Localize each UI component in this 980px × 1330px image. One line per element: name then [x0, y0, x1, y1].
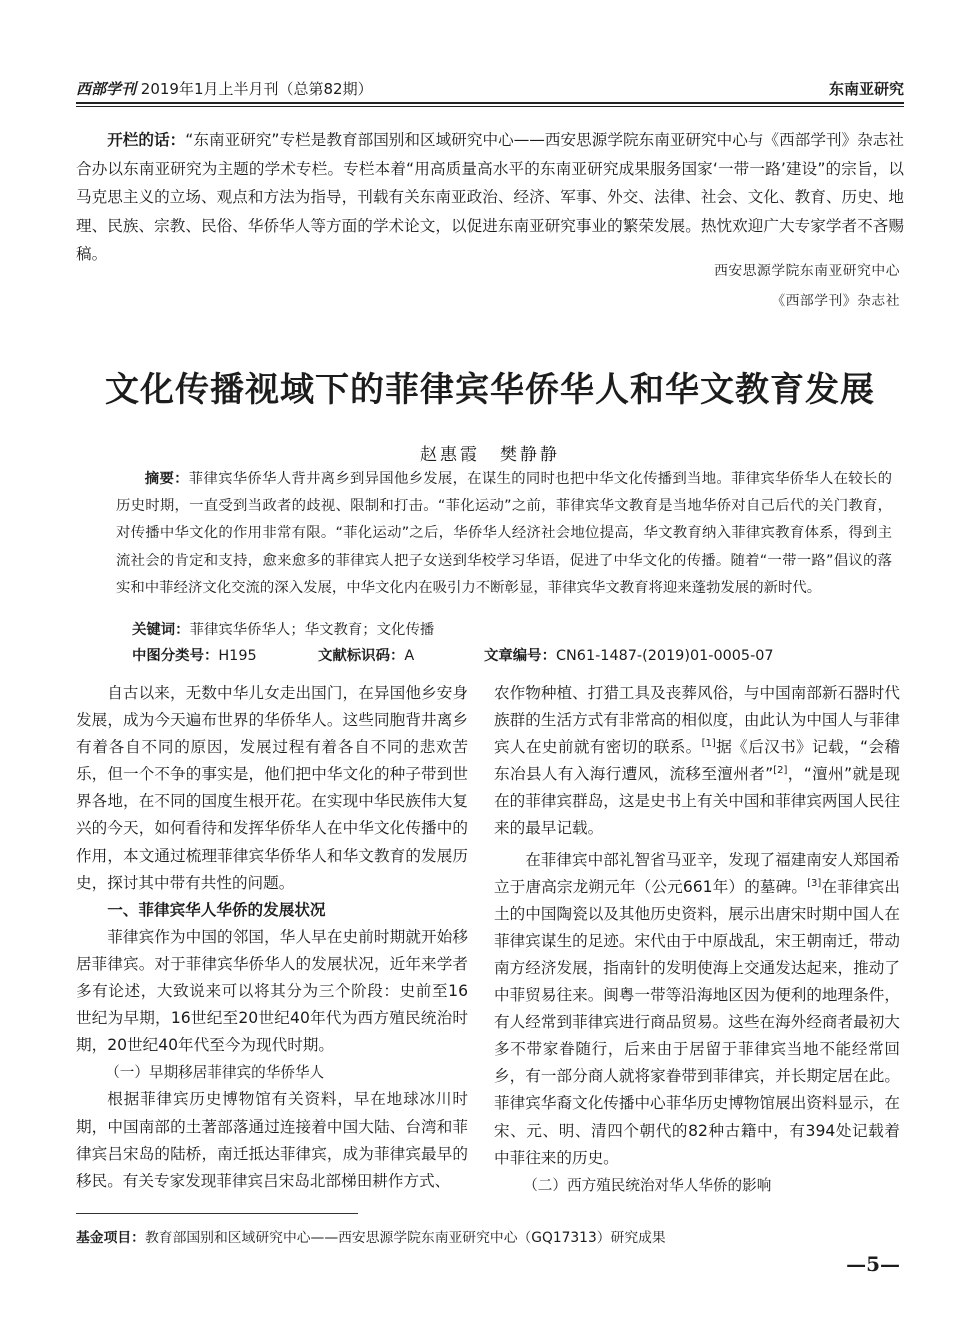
paragraph: 根据菲律宾历史博物馆有关资料，早在地球冰川时期，中国南部的土著部落通过连接着中国大陆、台湾和菲律宾吕宋岛的陆桥，南迁抵达菲律宾，成为菲律宾最早的移民。有关专家发现菲律宾吕宋岛北部梯田耕作方式、: [76, 1090, 468, 1190]
fund-note: [76, 1226, 666, 1246]
doc-code-value: A: [404, 648, 415, 664]
citation-ref: [1]: [701, 738, 716, 749]
abstract-text: 菲律宾华侨华人背井离乡到异国他乡发展，在谋生的同时也把中华文化传播到当地。菲律宾华侨华人在较长的历史时期，一直受到当政者的歧视、限制和打击。“菲化运动”之前，菲律宾华文教育是当地华侨对自己后代的关门教育，对传播中华文化的作用非常有限。“菲化运动”之后，华侨华人经济社会地位提高，华文教育纳入菲律宾教育体系，得到主流社会的肯定和支持，愈来愈多的菲律宾人把子女送到华校学习华语，促进了中华文化的传播。随着“一带一路”倡议的落实和中菲经济文化交流的深入发展，中华文化内在吸引力不断彰显，菲律宾华文教育将迎来蓬勃发展的新时代。: [116, 471, 892, 596]
paragraph: 自古以来，无数中华儿女走出国门，在异国他乡安身发展，成为今天遍布世界的华侨华人。这些同胞背井离乡有着各自不同的原因，发展过程有着各自不同的悲欢苦乐，但一个不争的事实是，他们把中华文化的种子带到世界各地，在不同的国度生根开花。在实现中华民族伟大复兴的今天，如何看待和发挥华侨华人在中华文化传播中的作用，本文通过梳理菲律宾华侨华人和华文教育的发展历史，探讨其中带有共性的问题。: [76, 684, 468, 892]
text-run: 农作物种植、打猎工具及丧葬风俗，与中国南部新石器时代族群的生活方式有非常高的相似度，由此认为中国人与菲律宾人在史前就有密切的联系。: [494, 684, 900, 757]
abstract: [116, 466, 892, 602]
keywords: [132, 618, 434, 639]
document-code: [318, 644, 414, 665]
body-column-right: [494, 680, 900, 1199]
paragraph: 菲律宾作为中国的邻国，华人早在史前时期就开始移居菲律宾。对于菲律宾华侨华人的发展状况，近年来学者多有论述，大致说来可以将其分为三个阶段：史前至16世纪为早期，16世纪至20世纪40年代为西方殖民统治时期，20世纪40年代至今为现代时期。: [76, 927, 468, 1055]
clc-number: [132, 644, 257, 665]
text-run: 据《后汉书》记载，“会稽东冶县人有入海行遭风，流移至澶州者”: [494, 738, 900, 784]
subsection-heading: （一）早期移居菲律宾的华侨华人: [105, 1064, 325, 1082]
column-name: 东南亚研究: [828, 80, 904, 98]
article-number: [484, 644, 774, 665]
text-run: ，“澶州”就是现在的菲律宾群岛，这是史书上有关中国和菲律宾两国人民往来的最早记载。: [494, 765, 900, 838]
article-no-label: 文章编号：: [484, 648, 556, 664]
body-column-left: [76, 680, 468, 1195]
issue-info: 2019年1月上半月刊（总第82期）: [140, 80, 373, 98]
header-rule-bottom: [76, 106, 904, 107]
column-intro: [76, 126, 904, 269]
fund-label: 基金项目：: [76, 1230, 145, 1246]
abstract-label: 摘要：: [144, 471, 189, 487]
article-no-value: CN61-1487-(2019)01-0005-07: [555, 648, 774, 664]
header-rule-top: [76, 102, 904, 104]
intro-label: 开栏的话：: [107, 131, 186, 149]
paragraph: [494, 680, 900, 843]
doc-code-label: 文献标识码：: [318, 648, 405, 664]
intro-text: “东南亚研究”专栏是教育部国别和区域研究中心——西安思源学院东南亚研究中心与《西部学刊》杂志社合办以东南亚研究为主题的学术专栏。专栏本着“用高质量高水平的东南亚研究成果服务国家‘一带一路’建设”的宗旨，以马克思主义的立场、观点和方法为指导，刊载有关东南亚政治、经济、军事、外交、法律、社会、文化、教育、历史、地理、民族、宗教、民俗、华侨华人等方面的学术论文，以促进东南亚研究事业的繁荣发展。热忱欢迎广大专家学者不吝赐稿。: [76, 131, 904, 264]
keywords-label: 关键词：: [132, 622, 190, 638]
article-authors: 赵惠霞 樊静静: [420, 445, 560, 465]
journal-name: 西部学刊: [76, 80, 137, 98]
paragraph: [494, 847, 900, 1172]
article-title: 文化传播视域下的菲律宾华侨华人和华文教育发展: [105, 370, 875, 410]
clc-label: 中图分类号：: [132, 648, 219, 664]
fund-text: 教育部国别和区域研究中心——西安思源学院东南亚研究中心（GQ17313）研究成果: [144, 1230, 666, 1246]
section-heading: 一、菲律宾华人华侨的发展状况: [107, 900, 326, 919]
keywords-text: 菲律宾华侨华人；华文教育；文化传播: [189, 622, 435, 638]
header-left: [76, 78, 373, 99]
clc-value: H195: [218, 648, 257, 664]
text-run: 在菲律宾出土的中国陶瓷以及其他历史资料，展示出唐宋时期中国人在菲律宾谋生的足迹。宋代由于中原战乱，宋王朝南迁，带动南方经济发展，指南针的发明使海上交通发达起来，推动了中菲贸易往来。闽粤一带等沿海地区因为便利的地理条件，有人经常到菲律宾进行商品贸易。这些在海外经商者最初大多不带家眷随行，后来由于居留于菲律宾当地不能经常回乡，有一部分商人就将家眷带到菲律宾，并长期定居在此。菲律宾华裔文化传播中心菲华历史博物馆展出资料显示，在宋、元、明、清四个朝代的82种古籍中，有394处记载着中菲往来的历史。: [494, 877, 900, 1167]
citation-ref: [3]: [807, 877, 822, 889]
running-header: [76, 78, 904, 104]
citation-ref: [2]: [773, 765, 788, 777]
subsection-heading: （二）西方殖民统治对华人华侨的影响: [523, 1176, 772, 1194]
footnote-rule: [76, 1213, 358, 1214]
intro-signature-center: 西安思源学院东南亚研究中心: [714, 263, 900, 279]
text-run: 在菲律宾中部礼智省马亚辛，发现了福建南安人郑国希立于唐高宗龙朔元年（公元661年）的墓碑。: [494, 850, 900, 896]
page-number: —5—: [846, 1252, 900, 1276]
intro-signature-journal: 《西部学刊》杂志社: [771, 293, 900, 309]
